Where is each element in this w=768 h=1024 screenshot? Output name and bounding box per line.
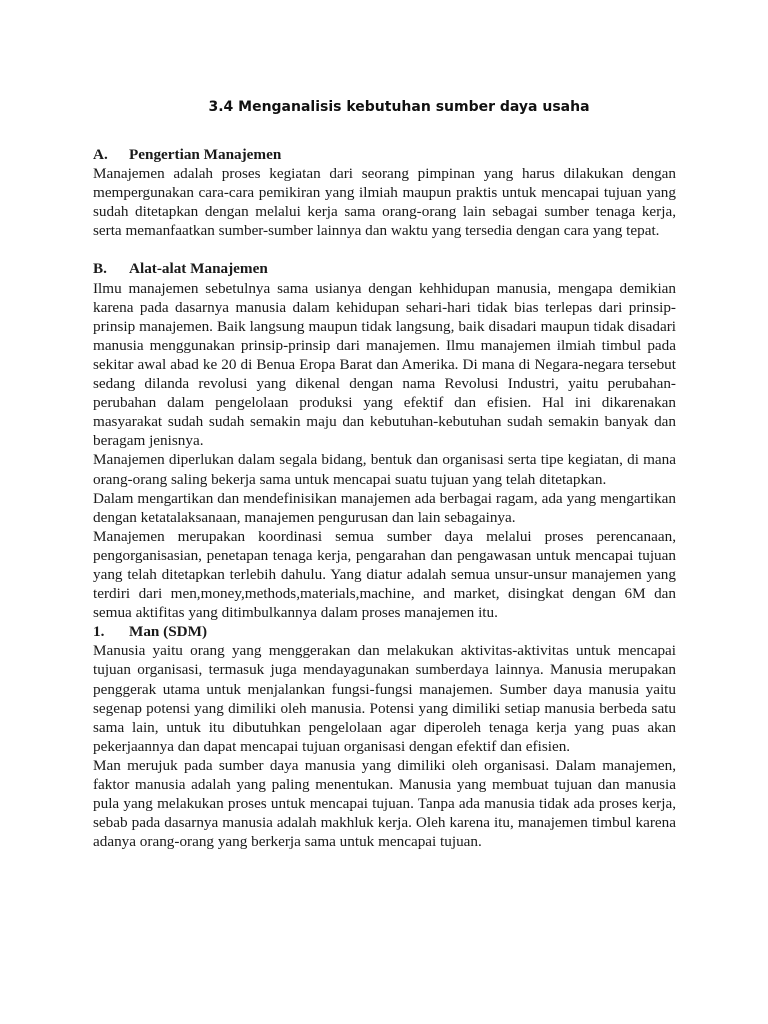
section-1-number: 1. [93, 623, 105, 641]
paragraph: Ilmu manajemen sebetulnya sama usianya dengan kehhidupan manusia, mengapa demikian karena pada dasarnya manusia dalam kehidupan sehari-hari tidak bias terlepas dari prinsip-prinsip manajemen. Baik langsung maupun tidak langsung, baik disadari maupun tidak disadari manusia menggunakan prinsip-prinsip dari manajemen. Ilmu manajemen ilmiah timbul pada sekitar awal abad ke 20 di Benua Eropa Barat dan Amerika. Di mana di Negara-negara tersebut sedang dilanda revolusi yang dikenal dengan nama Revolusi Industri, yaitu perubahan-perubahan dalam pengelolaan produksi yang efektif dan efisien. Hal ini dikarenakan masyarakat sudah sudah semakin maju dan kebutuhan-kebutuhan sudah semakin banyak dan beragam jenisnya. [93, 279, 676, 450]
paragraph: Manajemen diperlukan dalam segala bidang, bentuk dan organisasi serta tipe kegiatan, di mana orang-orang saling bekerja sama untuk mencapai suatu tujuan yang telah ditetapkan. [93, 451, 676, 488]
section-a-number: A. [93, 146, 108, 163]
section-b-heading [93, 259, 676, 278]
section-b-title: Alat-alat Manajemen [129, 260, 268, 278]
section-1-title: Man (SDM) [129, 623, 208, 641]
section-a-title: Pengertian Manajemen [129, 146, 282, 163]
section-a-heading [93, 145, 676, 164]
paragraph: Manajemen adalah proses kegiatan dari seorang pimpinan yang harus dilakukan dengan mempergunakan cara-cara pemikiran yang ilmiah maupun praktis untuk mencapai tujuan yang sudah ditetapkan dengan melalui kerja sama orang-orang lain sebagai sumber tenaga kerja, serta memanfaatkan sumber-sumber lainnya dan waktu yang tersedia dengan cara yang tepat. [93, 165, 676, 240]
paragraph: Man merujuk pada sumber daya manusia yang dimiliki oleh organisasi. Dalam manajemen, faktor manusia adalah yang paling menentukan. Manusia yang membuat tujuan dan manusia pula yang melakukan proses untuk mencapai tujuan. Tanpa ada manusia tidak ada proses kerja, sebab pada dasarnya manusia adalah makhluk kerja. Oleh karena itu, manajemen timbul karena adanya orang-orang yang berkerja sama untuk mencapai tujuan. [93, 756, 676, 851]
section-b-number: B. [93, 260, 107, 278]
spacer [93, 240, 676, 259]
section-1-heading [93, 622, 676, 641]
paragraph: Manajemen merupakan koordinasi semua sumber daya melalui proses perencanaan, pengorganisasian, penetapan tenaga kerja, pengarahan dan pengawasan untuk mencapai tujuan yang telah ditetapkan terlebih dahulu. Yang diatur adalah semua unsur-unsur manajemen yang terdiri dari men,money,methods,materials,machine, and market, disingkat dengan 6M dan semua aktifitas yang ditimbulkannya dalam proses manajemen itu. [93, 527, 676, 622]
page-title: 3.4 Menganalisis kebutuhan sumber daya usaha [208, 99, 590, 115]
paragraph: Dalam mengartikan dan mendefinisikan manajemen ada berbagai ragam, ada yang mengartikan dengan ketatalaksanaan, manajemen pengurusan dan lain sebagainya. [93, 489, 676, 526]
paragraph: Manusia yaitu orang yang menggerakan dan melakukan aktivitas-aktivitas untuk mencapai tujuan organisasi, termasuk juga mendayagunakan sumberdaya lainnya. Manusia merupakan penggerak utama untuk menjalankan fungsi-fungsi manajemen. Sumber daya manusia yaitu segenap potensi yang dimiliki oleh manusia. Potensi yang dimiliki setiap manusia berbeda satu sama lain, untuk itu dibutuhkan pengelolaan agar diperoleh tenaga kerja yang puas akan pekerjaannya dan dapat mencapai tujuan organisasi dengan efektif dan efisien. [93, 642, 676, 755]
document-body [93, 145, 676, 851]
